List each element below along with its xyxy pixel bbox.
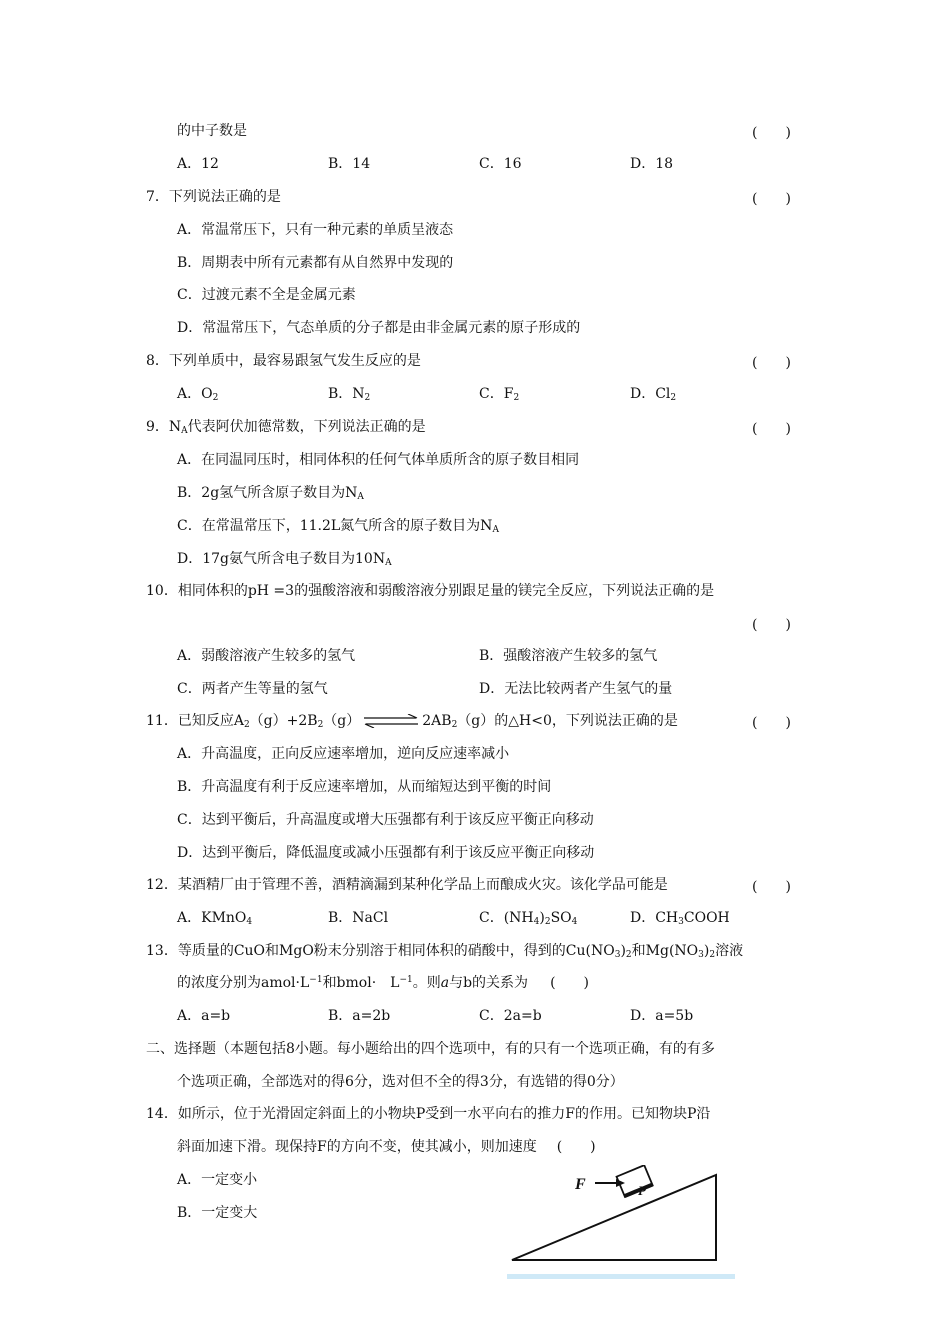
- force-label: F: [575, 1176, 586, 1193]
- q8-stem: 8．下列单质中，最容易跟氢气发生反应的是: [146, 353, 421, 369]
- q12-stem: 12．某酒精厂由于管理不善，酒精滴漏到某种化学品上而酿成火灾。该化学品可能是: [146, 877, 668, 893]
- section2-heading-line2: 个选项正确，全部选对的得6分，选对但不全的得3分，有选错的得0分）: [177, 1074, 624, 1090]
- q7-option-c: C．过渡元素不全是金属元素: [177, 287, 356, 303]
- q11-option-b: B．升高温度有利于反应速率增加，从而缩短达到平衡的时间: [177, 779, 552, 795]
- q13-stem-line2: 的浓度分别为$amol\cdot L^{-1}$和bmol· $L^{-1}$。则a与b的关系为 ( ): [177, 975, 589, 991]
- q7-option-d: D．常温常压下，气态单质的分子都是由非金属元素的原子形成的: [177, 320, 581, 336]
- q6-option-b: B．14: [328, 156, 371, 172]
- q10-stem: 10．相同体积的pH =3的强酸溶液和弱酸溶液分别跟足量的镁完全反应，下列说法正确的是: [146, 583, 715, 599]
- q10-option-b: B．强酸溶液产生较多的氢气: [479, 648, 658, 664]
- q10-option-a: A．弱酸溶液产生较多的氢气: [177, 648, 356, 664]
- q10-option-d: D．无法比较两者产生氢气的量: [479, 681, 673, 697]
- q14-answer-paren[interactable]: ( ): [556, 1139, 596, 1155]
- q9-answer-paren[interactable]: ( ): [752, 421, 791, 437]
- q6-stem-cont: 的中子数是: [177, 123, 247, 139]
- q7-answer-paren[interactable]: ( ): [752, 191, 791, 207]
- q10-answer-paren[interactable]: ( ): [752, 617, 791, 633]
- q13-option-b: B．a=2b: [328, 1008, 391, 1024]
- q8-option-c: C．$F_2$: [479, 386, 520, 403]
- section2-heading-line1: 二、选择题（本题包括8小题。每小题给出的四个选项中，有的只有一个选项正确，有的有多: [146, 1041, 715, 1057]
- q9-option-d: D．17g氨气所含电子数目为$10N_A$: [177, 551, 392, 568]
- q8-option-a: A．$O_2$: [177, 386, 219, 403]
- q11-stem: 11．已知反应$A_2(g)+2B_2(g)$ $2AB_2(g)$的△H<0，下列说法正确的是: [146, 713, 678, 730]
- incline-figure: [505, 1165, 745, 1285]
- q7-option-a: A．常温常压下，只有一种元素的单质呈液态: [177, 222, 454, 238]
- equilibrium-arrows-icon: [362, 714, 420, 728]
- q11-option-d: D．达到平衡后，降低温度或减小压强都有利于该反应平衡正向移动: [177, 845, 595, 861]
- q9-stem: 9．$N_A$代表阿伏加德常数，下列说法正确的是: [146, 419, 426, 436]
- q14-option-a: A．一定变小: [177, 1172, 258, 1188]
- q14-stem-line1: 14．如所示，位于光滑固定斜面上的小物块P受到一水平向右的推力F的作用。已知物块P沿: [146, 1106, 711, 1122]
- q6-option-a: A．12: [177, 156, 219, 172]
- q8-option-b: B．$N_2$: [328, 386, 371, 403]
- q12-option-b: B．NaCl: [328, 910, 389, 926]
- q14-option-b: B．一定变大: [177, 1205, 258, 1221]
- q9-option-b: B．2g氢气所含原子数目为$N_A$: [177, 485, 364, 502]
- q6-option-c: C．16: [479, 156, 522, 172]
- q10-option-c: C．两者产生等量的氢气: [177, 681, 328, 697]
- block-label: P: [638, 1183, 646, 1198]
- q13-option-a: A．a=b: [177, 1008, 231, 1024]
- q11-option-c: C．达到平衡后，升高温度或增大压强都有利于该反应平衡正向移动: [177, 812, 594, 828]
- q13-answer-paren[interactable]: ( ): [550, 975, 589, 991]
- q12-answer-paren[interactable]: ( ): [752, 879, 791, 895]
- bottom-highlight-bar: [507, 1274, 735, 1279]
- q14-stem-line2: 斜面加速下滑。现保持F的方向不变，使其减小，则加速度 ( ): [177, 1139, 596, 1155]
- q7-option-b: B．周期表中所有元素都有从自然界中发现的: [177, 255, 454, 271]
- q9-option-c: C．在常温常压下，11.2L氮气所含的原子数目为$N_A$: [177, 518, 499, 535]
- q13-option-c: C．2a=b: [479, 1008, 542, 1024]
- q13-stem-line1: 13．等质量的CuO和MgO粉末分别溶于相同体积的硝酸中，得到的$Cu(NO_3)_2$和$Mg(NO_3)_2$溶液: [146, 943, 744, 960]
- q12-option-c: C．$(NH_4)_2SO_4$: [479, 910, 578, 927]
- q12-option-d: D．$CH_3COOH$: [630, 910, 730, 927]
- q11-option-a: A．升高温度，正向反应速率增加，逆向反应速率减小: [177, 746, 510, 762]
- q8-option-d: D．$Cl_2$: [630, 386, 677, 403]
- q13-option-d: D．a=5b: [630, 1008, 694, 1024]
- q7-stem: 7．下列说法正确的是: [146, 189, 281, 205]
- q6-option-d: D．18: [630, 156, 674, 172]
- q11-answer-paren[interactable]: ( ): [752, 715, 791, 731]
- block-p: [617, 1165, 654, 1198]
- incline-triangle: [512, 1175, 716, 1260]
- q8-answer-paren[interactable]: ( ): [752, 355, 791, 371]
- q6-answer-paren[interactable]: ( ): [752, 125, 791, 141]
- q9-option-a: A．在同温同压时，相同体积的任何气体单质所含的原子数目相同: [177, 452, 580, 468]
- q12-option-a: A．KMnO$_4$: [177, 910, 253, 927]
